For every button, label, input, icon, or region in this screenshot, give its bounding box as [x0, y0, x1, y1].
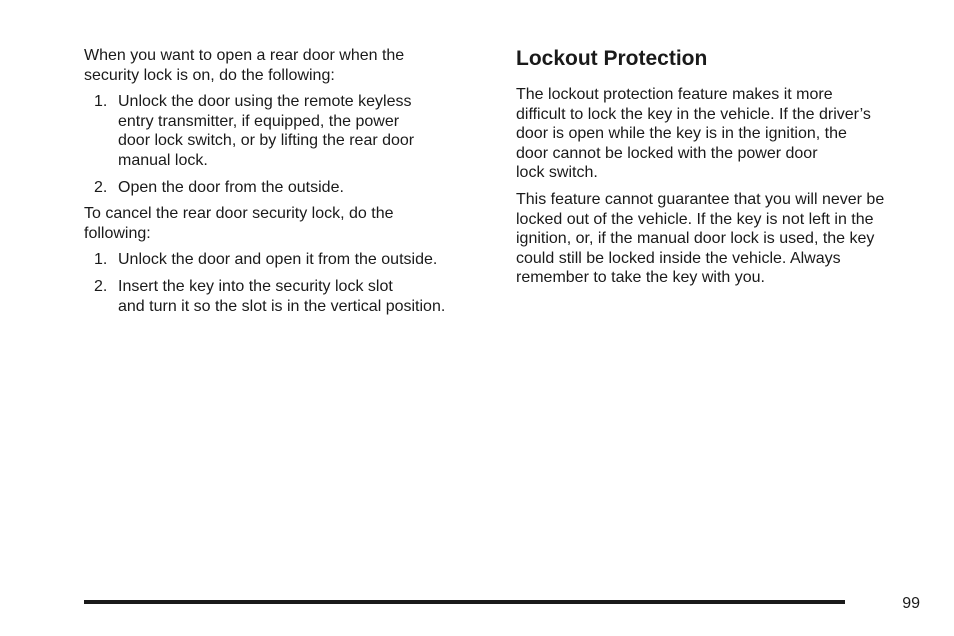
text-line: difficult to lock the key in the vehicle. If the driver’s: [516, 105, 871, 123]
text-line: This feature cannot guarantee that you will never be: [516, 190, 885, 208]
text-line: manual lock.: [118, 151, 208, 169]
text-line: Unlock the door and open it from the outside.: [118, 251, 438, 269]
lockout-warning-paragraph: [516, 190, 926, 288]
list-item: [84, 277, 494, 316]
text-line: Unlock the door using the remote keyless: [118, 93, 412, 111]
text-line: lock switch.: [516, 164, 598, 182]
text-line: To cancel the rear door security lock, do the: [84, 205, 394, 223]
text-line: and turn it so the slot is in the vertical position.: [118, 297, 446, 315]
section-heading: Lockout Protection: [516, 47, 708, 70]
text-line: Open the door from the outside.: [118, 178, 344, 196]
text-line: following:: [84, 224, 151, 242]
footer-rule: [84, 600, 845, 604]
text-line: security lock is on, do the following:: [84, 66, 335, 84]
text-line: locked out of the vehicle. If the key is not left in the: [516, 210, 874, 228]
text-line: door lock switch, or by lifting the rear door: [118, 132, 415, 150]
open-steps-list: [84, 92, 494, 197]
list-item: [84, 178, 494, 198]
list-item-number: 1.: [94, 93, 108, 111]
text-line: remember to take the key with you.: [516, 269, 765, 287]
open-intro-paragraph: [84, 46, 494, 85]
text-line: When you want to open a rear door when the: [84, 47, 405, 64]
text-line: Insert the key into the security lock slot: [118, 277, 393, 295]
list-item-number: 1.: [94, 251, 108, 269]
left-column: [84, 46, 494, 323]
cancel-steps-list: [84, 250, 494, 316]
list-item: [84, 92, 494, 170]
text-line: could still be locked inside the vehicle. Always: [516, 249, 841, 267]
text-line: ignition, or, if the manual door lock is used, the key: [516, 230, 875, 248]
list-item: [84, 250, 494, 270]
list-item-number: 2.: [94, 277, 108, 295]
text-line: door cannot be locked with the power door: [516, 144, 818, 162]
cancel-intro-paragraph: [84, 204, 494, 243]
lockout-description-paragraph: [516, 85, 926, 183]
text-line: entry transmitter, if equipped, the power: [118, 112, 400, 130]
list-item-number: 2.: [94, 178, 108, 196]
page-number: 99: [902, 595, 920, 612]
text-line: The lockout protection feature makes it more: [516, 86, 833, 103]
text-line: door is open while the key is in the ignition, the: [516, 125, 847, 143]
right-column: [516, 46, 926, 295]
